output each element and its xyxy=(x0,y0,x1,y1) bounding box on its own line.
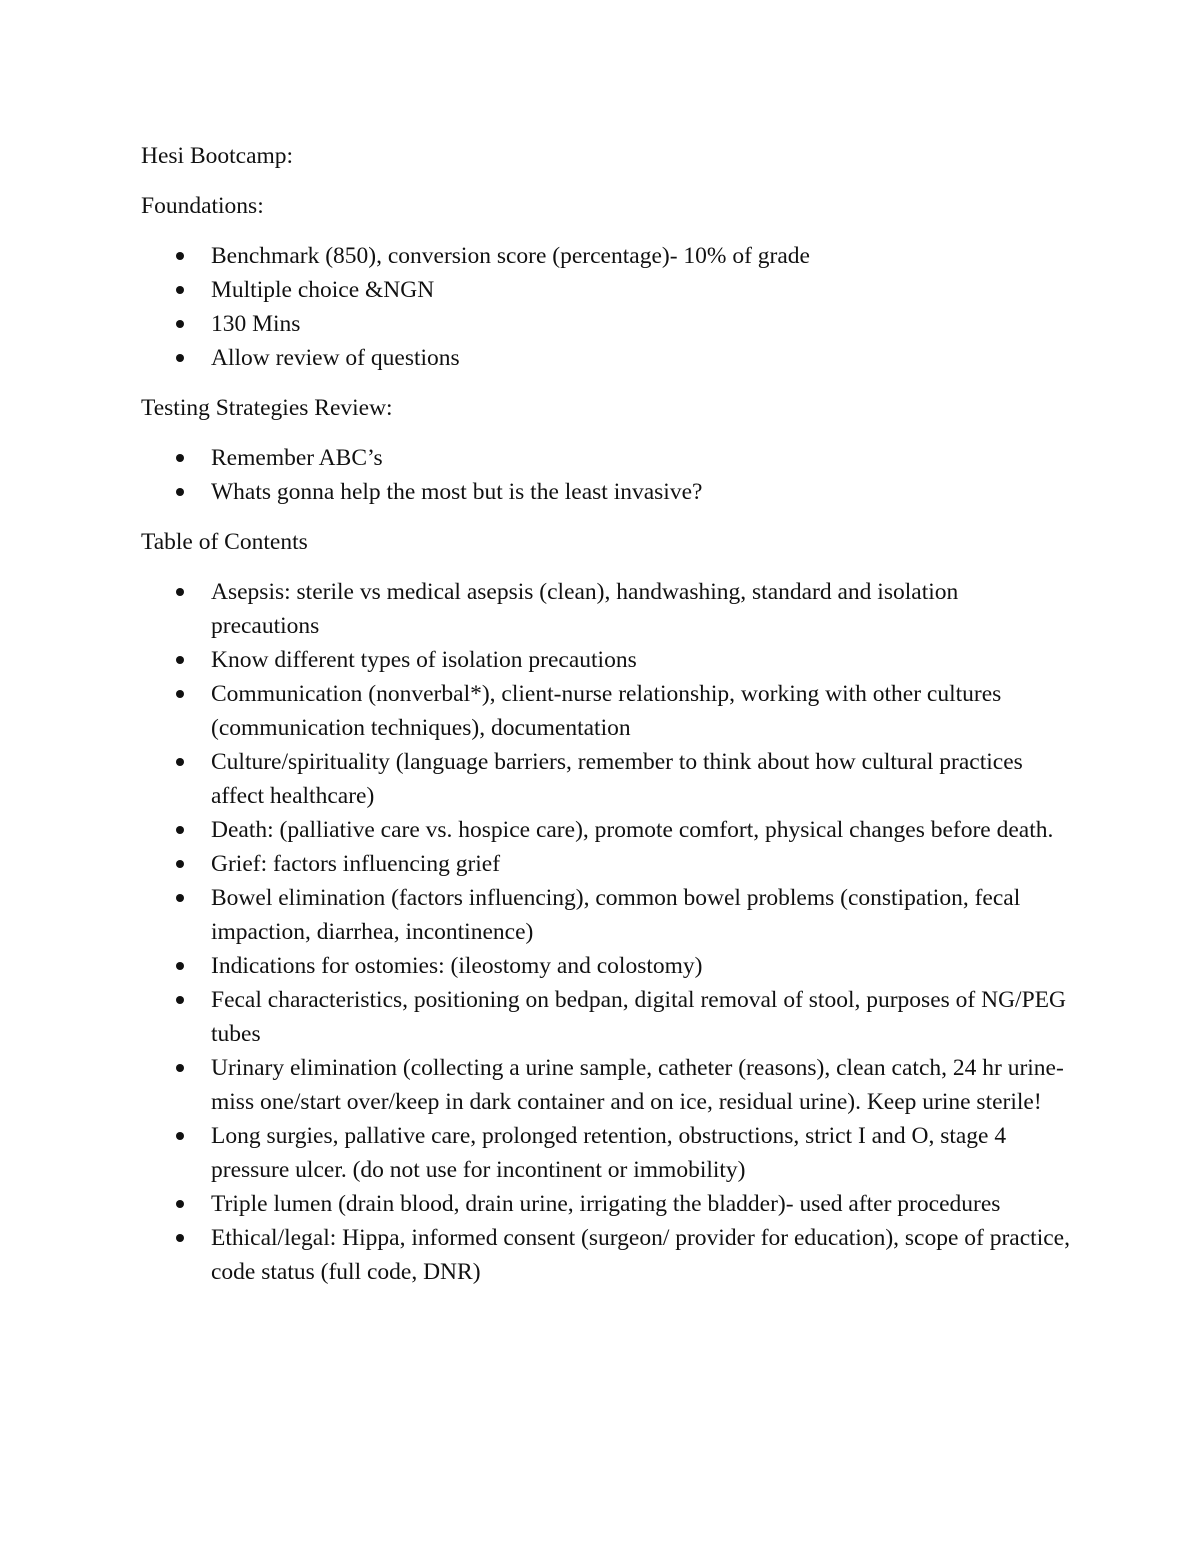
list-item-text: Asepsis: sterile vs medical asepsis (clean), handwashing, standard and isolation precautions xyxy=(211,579,959,639)
bullet-icon xyxy=(176,1234,184,1242)
bullet-icon xyxy=(176,826,184,834)
bullet-icon xyxy=(176,252,184,260)
list-item xyxy=(141,1051,1071,1119)
bullet-icon xyxy=(176,758,184,766)
bullet-icon xyxy=(176,320,184,328)
foundations-list xyxy=(141,239,1071,375)
bullet-icon xyxy=(176,1132,184,1140)
list-item xyxy=(141,983,1071,1051)
list-item-text: 130 Mins xyxy=(211,311,301,337)
list-item xyxy=(141,881,1071,949)
list-item xyxy=(141,575,1071,643)
list-item-text: Know different types of isolation precautions xyxy=(211,647,637,673)
list-item-text: Ethical/legal: Hippa, informed consent (surgeon/ provider for education), scope of practice, code status (full code, DNR) xyxy=(211,1225,1070,1285)
list-item-text: Whats gonna help the most but is the least invasive? xyxy=(211,479,703,505)
list-item-text: Culture/spirituality (language barriers, remember to think about how cultural practices affect healthcare) xyxy=(211,749,1023,809)
list-item xyxy=(141,1221,1071,1289)
bullet-icon xyxy=(176,488,184,496)
table-of-contents-list xyxy=(141,575,1071,1289)
list-item xyxy=(141,847,1071,881)
list-item-text: Grief: factors influencing grief xyxy=(211,851,501,877)
list-item xyxy=(141,273,1071,307)
testing-strategies-list xyxy=(141,441,1071,509)
bullet-icon xyxy=(176,656,184,664)
list-item xyxy=(141,307,1071,341)
list-item xyxy=(141,239,1071,273)
bullet-icon xyxy=(176,894,184,902)
bullet-icon xyxy=(176,588,184,596)
list-item-text: Indications for ostomies: (ileostomy and colostomy) xyxy=(211,953,703,979)
list-item-text: Bowel elimination (factors influencing), common bowel problems (constipation, fecal impaction, diarrhea, incontinence) xyxy=(211,885,1021,945)
list-item xyxy=(141,441,1071,475)
foundations-heading: Foundations: xyxy=(141,193,264,219)
list-item xyxy=(141,341,1071,375)
list-item xyxy=(141,643,1071,677)
bullet-icon xyxy=(176,962,184,970)
list-item-text: Allow review of questions xyxy=(211,345,460,371)
list-item-text: Fecal characteristics, positioning on bedpan, digital removal of stool, purposes of NG/PEG tubes xyxy=(211,987,1066,1047)
document-title: Hesi Bootcamp: xyxy=(141,143,294,169)
list-item xyxy=(141,949,1071,983)
bullet-icon xyxy=(176,996,184,1004)
list-item-text: Multiple choice &NGN xyxy=(211,277,435,303)
list-item xyxy=(141,1187,1071,1221)
list-item-text: Remember ABC’s xyxy=(211,445,383,471)
list-item xyxy=(141,813,1071,847)
bullet-icon xyxy=(176,860,184,868)
bullet-icon xyxy=(176,454,184,462)
list-item xyxy=(141,1119,1071,1187)
list-item xyxy=(141,475,1071,509)
testing-strategies-heading: Testing Strategies Review: xyxy=(141,395,393,421)
list-item-text: Triple lumen (drain blood, drain urine, irrigating the bladder)- used after procedures xyxy=(211,1191,1001,1217)
list-item-text: Communication (nonverbal*), client-nurse relationship, working with other cultures (communication techniques), documentation xyxy=(211,681,1002,741)
list-item-text: Death: (palliative care vs. hospice care), promote comfort, physical changes before death. xyxy=(211,817,1054,843)
bullet-icon xyxy=(176,1064,184,1072)
list-item-text: Benchmark (850), conversion score (percentage)- 10% of grade xyxy=(211,243,810,269)
list-item-text: Urinary elimination (collecting a urine sample, catheter (reasons), clean catch, 24 hr urine- miss one/start over/keep in dark container and on ice, residual urine). Keep urine sterile! xyxy=(211,1055,1064,1115)
list-item xyxy=(141,745,1071,813)
list-item xyxy=(141,677,1071,745)
bullet-icon xyxy=(176,1200,184,1208)
document-page xyxy=(141,139,1071,1305)
table-of-contents-heading: Table of Contents xyxy=(141,529,308,555)
list-item-text: Long surgies, pallative care, prolonged retention, obstructions, strict I and O, stage 4 pressure ulcer. (do not use for incontinent or immobility) xyxy=(211,1123,1007,1183)
bullet-icon xyxy=(176,354,184,362)
bullet-icon xyxy=(176,286,184,294)
bullet-icon xyxy=(176,690,184,698)
